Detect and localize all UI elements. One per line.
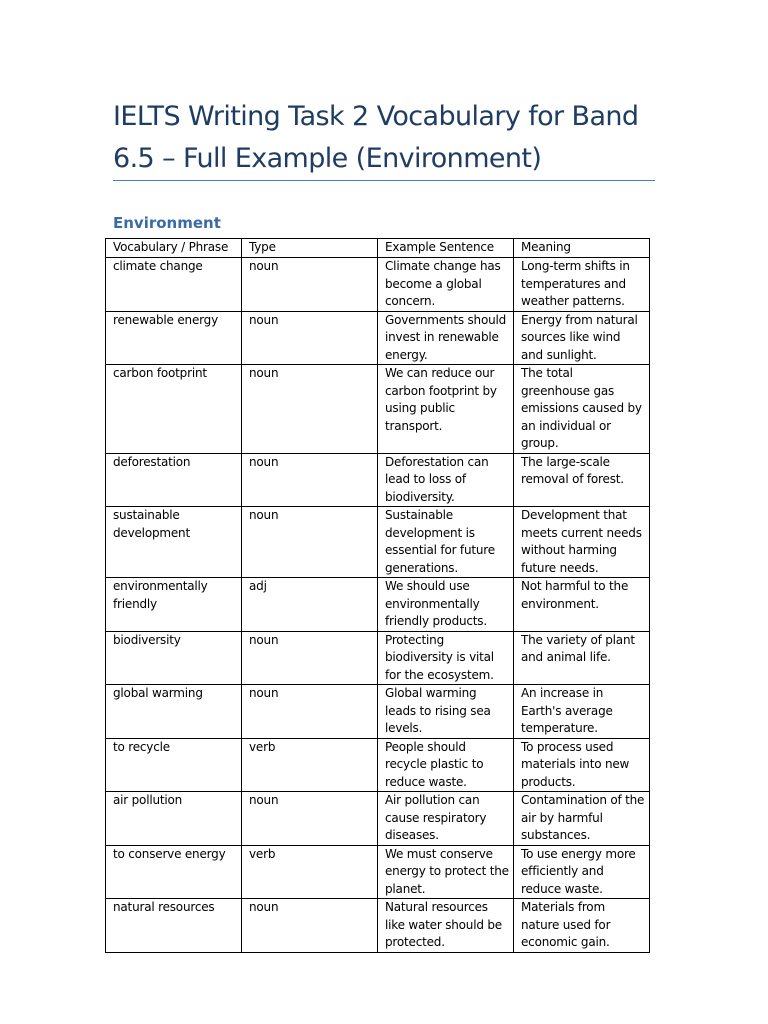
table-row bbox=[106, 258, 650, 312]
cell-vocabulary: natural resources bbox=[106, 899, 242, 953]
table-row bbox=[106, 453, 650, 507]
cell-vocabulary: carbon footprint bbox=[106, 365, 242, 454]
header-vocabulary: Vocabulary / Phrase bbox=[106, 239, 242, 258]
cell-vocabulary: environmentally friendly bbox=[106, 578, 242, 632]
cell-type: noun bbox=[242, 311, 378, 365]
section-heading: Environment bbox=[113, 214, 221, 232]
title-underline bbox=[113, 180, 655, 181]
cell-meaning: Materials from nature used for economic gain. bbox=[514, 899, 650, 953]
document-title: IELTS Writing Task 2 Vocabulary for Band 6.5 – Full Example (Environment) bbox=[113, 101, 639, 174]
cell-meaning: The total greenhouse gas emissions caused by an individual or group. bbox=[514, 365, 650, 454]
cell-type: noun bbox=[242, 365, 378, 454]
cell-meaning: Not harmful to the environment. bbox=[514, 578, 650, 632]
table-row bbox=[106, 578, 650, 632]
table-body bbox=[106, 258, 650, 953]
cell-example-sentence: Natural resources like water should be protected. bbox=[378, 899, 514, 953]
table-row bbox=[106, 738, 650, 792]
cell-meaning: The large-scale removal of forest. bbox=[514, 453, 650, 507]
table-row bbox=[106, 685, 650, 739]
table-row bbox=[106, 792, 650, 846]
table-row bbox=[106, 507, 650, 578]
cell-vocabulary: to recycle bbox=[106, 738, 242, 792]
table-row bbox=[106, 311, 650, 365]
cell-meaning: Long-term shifts in temperatures and weather patterns. bbox=[514, 258, 650, 312]
cell-example-sentence: Protecting biodiversity is vital for the ecosystem. bbox=[378, 631, 514, 685]
cell-meaning: Contamination of the air by harmful substances. bbox=[514, 792, 650, 846]
cell-example-sentence: Air pollution can cause respiratory diseases. bbox=[378, 792, 514, 846]
table-header-row bbox=[106, 239, 650, 258]
cell-example-sentence: Climate change has become a global concern. bbox=[378, 258, 514, 312]
table-row bbox=[106, 899, 650, 953]
cell-meaning: Energy from natural sources like wind and sunlight. bbox=[514, 311, 650, 365]
cell-example-sentence: Global warming leads to rising sea levels. bbox=[378, 685, 514, 739]
cell-example-sentence: We should use environmentally friendly products. bbox=[378, 578, 514, 632]
cell-type: noun bbox=[242, 685, 378, 739]
cell-meaning: The variety of plant and animal life. bbox=[514, 631, 650, 685]
cell-vocabulary: deforestation bbox=[106, 453, 242, 507]
cell-meaning: Development that meets current needs without harming future needs. bbox=[514, 507, 650, 578]
cell-vocabulary: air pollution bbox=[106, 792, 242, 846]
cell-example-sentence: We must conserve energy to protect the planet. bbox=[378, 845, 514, 899]
cell-vocabulary: climate change bbox=[106, 258, 242, 312]
cell-type: adj bbox=[242, 578, 378, 632]
cell-meaning: To process used materials into new products. bbox=[514, 738, 650, 792]
cell-vocabulary: to conserve energy bbox=[106, 845, 242, 899]
cell-meaning: An increase in Earth's average temperature. bbox=[514, 685, 650, 739]
cell-type: noun bbox=[242, 792, 378, 846]
cell-vocabulary: global warming bbox=[106, 685, 242, 739]
vocabulary-table bbox=[105, 238, 650, 953]
cell-example-sentence: Governments should invest in renewable energy. bbox=[378, 311, 514, 365]
header-meaning: Meaning bbox=[514, 239, 650, 258]
cell-type: noun bbox=[242, 453, 378, 507]
cell-type: noun bbox=[242, 631, 378, 685]
cell-type: verb bbox=[242, 845, 378, 899]
table-row bbox=[106, 631, 650, 685]
table-row bbox=[106, 365, 650, 454]
cell-type: verb bbox=[242, 738, 378, 792]
cell-example-sentence: People should recycle plastic to reduce waste. bbox=[378, 738, 514, 792]
cell-vocabulary: sustainable development bbox=[106, 507, 242, 578]
cell-example-sentence: Deforestation can lead to loss of biodiversity. bbox=[378, 453, 514, 507]
header-example-sentence: Example Sentence bbox=[378, 239, 514, 258]
header-type: Type bbox=[242, 239, 378, 258]
cell-example-sentence: We can reduce our carbon footprint by using public transport. bbox=[378, 365, 514, 454]
table-row bbox=[106, 845, 650, 899]
cell-meaning: To use energy more efficiently and reduce waste. bbox=[514, 845, 650, 899]
cell-example-sentence: Sustainable development is essential for future generations. bbox=[378, 507, 514, 578]
cell-type: noun bbox=[242, 258, 378, 312]
cell-vocabulary: biodiversity bbox=[106, 631, 242, 685]
cell-type: noun bbox=[242, 507, 378, 578]
cell-vocabulary: renewable energy bbox=[106, 311, 242, 365]
cell-type: noun bbox=[242, 899, 378, 953]
